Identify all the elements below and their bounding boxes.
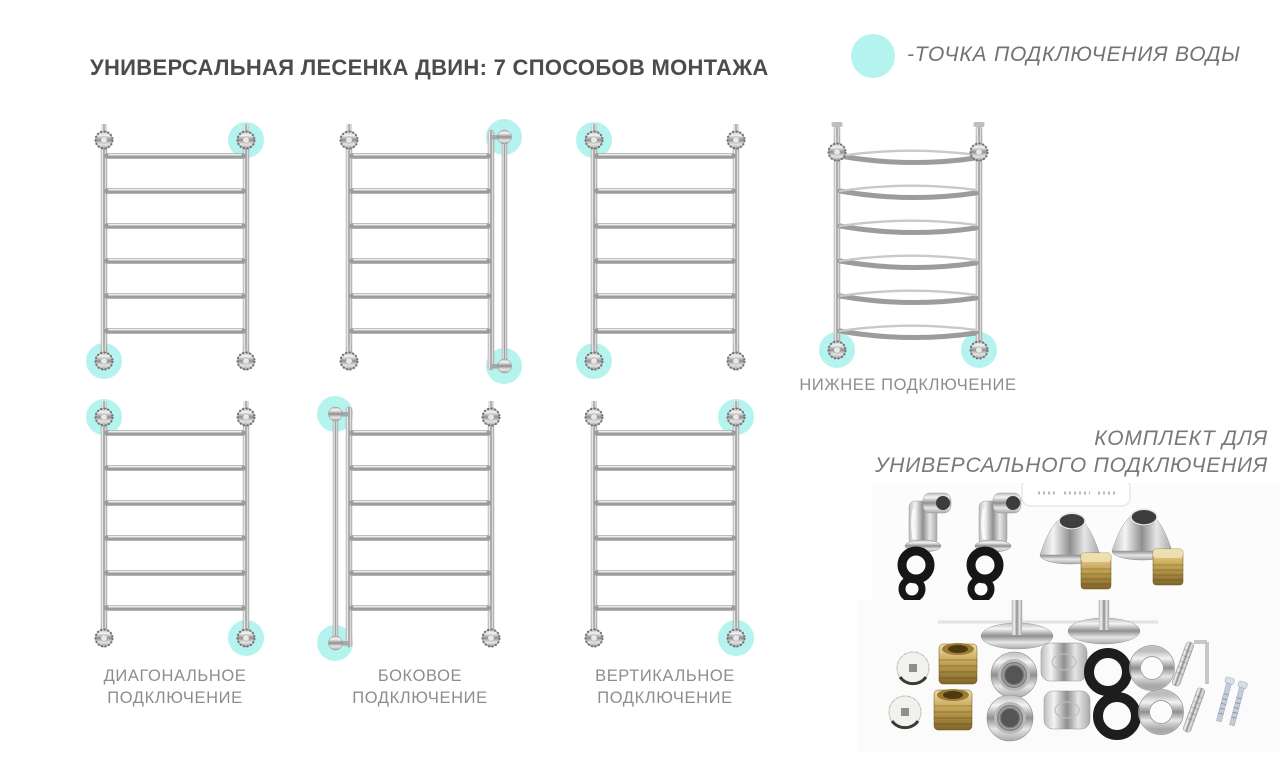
ladder-diagram-3 [575,118,755,383]
ladder-diagram-vertical-connection [575,395,755,708]
ladder-label: НИЖНЕЕ ПОДКЛЮЧЕНИЕ [799,376,1017,394]
ladder-label: БОКОВОЕ ПОДКЛЮЧЕНИЕ [352,667,488,708]
ladder-diagram-diagonal-connection [85,395,265,708]
kit-title [808,426,1268,480]
kit-photo-elbows-and-escutcheons [872,483,1280,600]
page-title: УНИВЕРСАЛЬНАЯ ЛЕСЕНКА ДВИН: 7 СПОСОБОВ МОНТАЖА [90,54,769,80]
legend-label: -ТОЧКА ПОДКЛЮЧЕНИЯ ВОДЫ [907,43,1241,66]
ladder-diagram-side-connection [330,395,510,708]
water-connection-point-icon [851,34,895,78]
kit-title-line1: КОМПЛЕКТ ДЛЯ [1094,427,1268,450]
ladder-label: ВЕРТИКАЛЬНОЕ ПОДКЛЮЧЕНИЕ [595,667,735,708]
kit-photo-fittings-set [858,600,1280,752]
ladder-diagram-2 [330,118,510,383]
ladder-label: ДИАГОНАЛЬНОЕ ПОДКЛЮЧЕНИЕ [103,667,247,708]
ladder-diagram-1 [85,118,265,383]
ladder-diagram-bottom-connection [799,118,1017,394]
kit-title-line2: УНИВЕРСАЛЬНОГО ПОДКЛЮЧЕНИЯ [875,453,1268,477]
